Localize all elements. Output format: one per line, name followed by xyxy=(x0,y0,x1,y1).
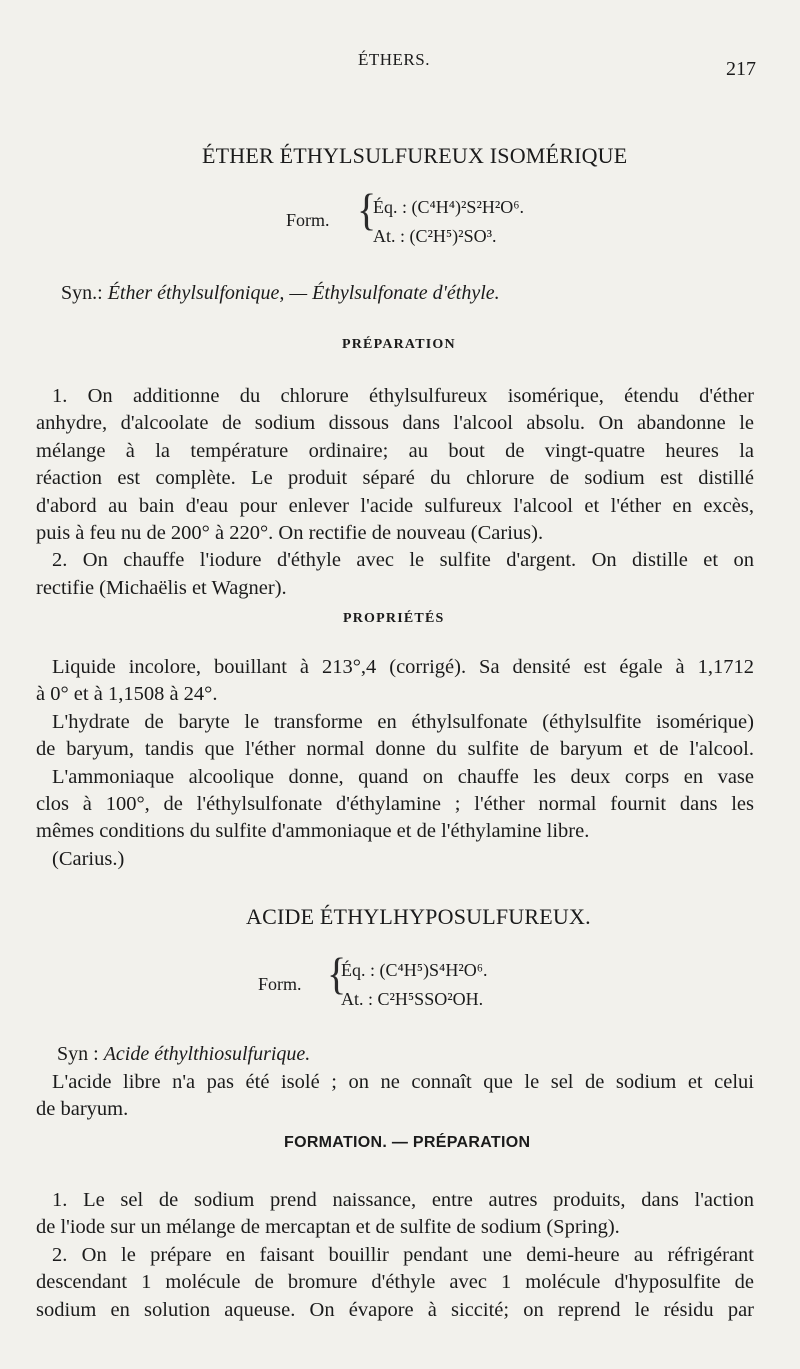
synonyms-line xyxy=(61,282,500,305)
text-line: L'ammoniaque alcoolique donne, quand on chauffe les deux corps en vase xyxy=(52,765,754,788)
text-line: descendant 1 molécule de bromure d'éthyle avec 1 molécule d'hyposulfite de xyxy=(36,1271,754,1294)
text-line: mélange à la température ordinaire; au bout de vingt-quatre heures la xyxy=(36,439,754,462)
text-line: de baryum. xyxy=(36,1098,129,1121)
properties-text xyxy=(36,654,754,873)
text-line: clos à 100°, de l'éthylsulfonate d'éthylamine ; l'éther normal fournit dans les xyxy=(36,793,754,816)
formation-text xyxy=(36,1187,754,1324)
text-line: de l'iode sur un mélange de mercaptan et de sulfite de sodium (Spring). xyxy=(36,1216,620,1239)
preparation-text xyxy=(36,383,754,602)
text-line: 2. On chauffe l'iodure d'éthyle avec le sulfite d'argent. On distille et on xyxy=(52,549,754,572)
formula-label: Form. xyxy=(286,210,330,230)
text-line: 1. Le sel de sodium prend naissance, entre autres produits, dans l'action xyxy=(52,1189,754,1211)
heading-preparation: PRÉPARATION xyxy=(342,337,456,352)
text-line: mêmes conditions du sulfite d'ammoniaque et de l'éthylamine libre. xyxy=(36,820,590,843)
text-line: à 0° et à 1,1508 à 24°. xyxy=(36,683,218,706)
text-line: Liquide incolore, bouillant à 213°,4 (corrigé). Sa densité est égale à 1,1712 xyxy=(52,656,754,678)
heading-properties: PROPRIÉTÉS xyxy=(343,611,445,626)
intro-text xyxy=(36,1069,754,1124)
section-title-acide: ACIDE ÉTHYLHYPOSULFUREUX. xyxy=(246,904,591,929)
text-line: 1. On additionne du chlorure éthylsulfureux isomérique, étendu d'éther xyxy=(52,385,754,407)
formula-atomic: At. : C²H⁵SSO²OH. xyxy=(341,989,484,1009)
text-line: (Carius.) xyxy=(52,847,125,870)
text-line: rectifie (Michaëlis et Wagner). xyxy=(36,576,287,599)
text-line: anhydre, d'alcoolate de sodium dissous dans l'alcool absolu. On abandonne le xyxy=(36,412,754,435)
running-header: ÉTHERS. xyxy=(358,50,430,69)
section-title-ether: ÉTHER ÉTHYLSULFUREUX ISOMÉRIQUE xyxy=(202,143,628,168)
text-line: sodium en solution aqueuse. On évapore à siccité; on reprend le résidu par xyxy=(36,1298,754,1321)
text-line: d'abord au bain d'eau pour enlever l'acide sulfureux l'alcool et l'éther en excès, xyxy=(36,494,754,517)
text-line: puis à feu nu de 200° à 220°. On rectifie de nouveau (Carius). xyxy=(36,522,544,545)
text-line: L'acide libre n'a pas été isolé ; on ne connaît que le sel de sodium et celui xyxy=(52,1071,754,1093)
text-line: 2. On le prépare en faisant bouillir pendant une demi-heure au réfrigérant xyxy=(52,1243,754,1266)
formula-equivalent: Éq. : (C⁴H⁴)²S²H²O⁶. xyxy=(373,197,525,217)
synonyms-text: Éther éthylsulfonique, — Éthylsulfonate d'éthyle. xyxy=(107,282,500,304)
synonyms-label: Syn : xyxy=(57,1043,99,1065)
page-number: 217 xyxy=(726,58,756,80)
formula-brace: { xyxy=(357,184,377,235)
synonyms-label: Syn.: xyxy=(61,282,103,304)
formula-label: Form. xyxy=(258,974,302,994)
text-line: réaction est complète. Le produit séparé du chlorure de sodium est distillé xyxy=(36,467,754,490)
formula-brace: { xyxy=(327,948,347,999)
synonyms-text: Acide éthylthiosulfurique. xyxy=(103,1043,311,1065)
synonyms-line xyxy=(57,1043,310,1066)
text-line: de baryum, tandis que l'éther normal donne du sulfite de baryum et de l'alcool. xyxy=(36,738,754,761)
formula-equivalent: Éq. : (C⁴H⁵)S⁴H²O⁶. xyxy=(341,960,488,980)
heading-formation: FORMATION. — PRÉPARATION xyxy=(284,1134,531,1151)
formula-atomic: At. : (C²H⁵)²SO³. xyxy=(373,226,497,246)
text-line: L'hydrate de baryte le transforme en éthylsulfonate (éthylsulfite isomérique) xyxy=(52,710,754,733)
